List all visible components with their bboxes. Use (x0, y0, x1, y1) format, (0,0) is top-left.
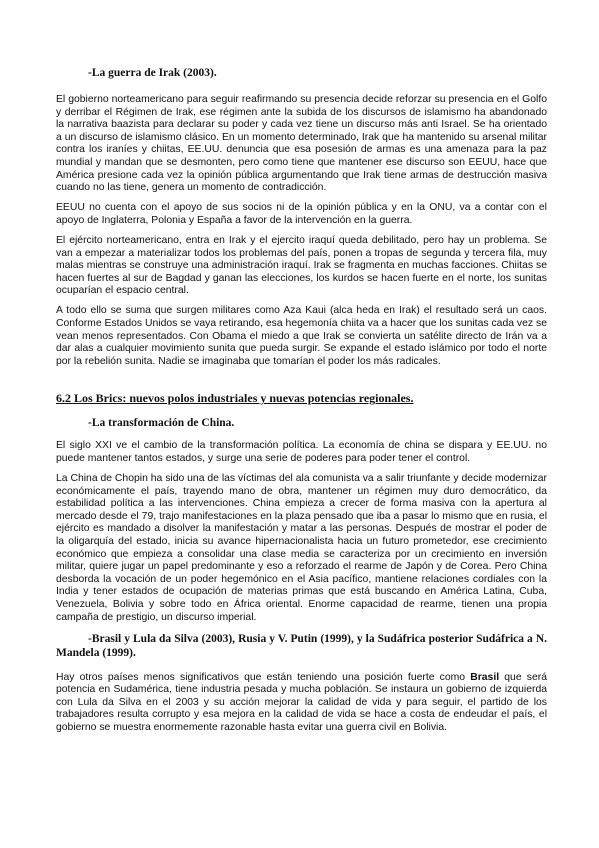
heading-brasil-rusia-sudafrica: -Brasil y Lula da Silva (2003), Rusia y V. Putin (1999), y la Sudáfrica posterior Sudáfrica a N. Mandela (1999). (56, 632, 547, 660)
iraq-paragraph-1: El gobierno norteamericano para seguir reafirmando su presencia decide reforzar su presencia en el Golfo y derribar el Régimen de Irak, ese régimen ante la subida de los discursos de islamismo ha abandonado la narrativa baazista para declarar su poder y cada vez tiene un discurso más anti Israel. Se ha orientado a un discurso de islamismo clásico. En un momento determinado, Irak que ha mantenido su arsenal militar contra los iraníes y chiitas, EE.UU. denuncia que esa posesión de armas es una amenaza para la paz mundial y mandan que se desmonten, pero como tiene que mantener ese discurso son EEUU, hace que América presione cada vez la opinión pública argumentando que Irak tiene armas de destrucción masiva cuando no las tiene, genera un momento de contradicción. (56, 94, 547, 194)
china-paragraph-1: El siglo XXI ve el cambio de la transformación política. La economía de china se dispara y EE.UU. no puede mantener tantos estados, y surge una serie de poderes para poder tener el control. (56, 440, 547, 464)
brasil-text-end: que será potencia en Sudamérica, tiene industria pesada y mucha población. Se instaura un gobierno de izquierda con Lula da Silva en el 2003 y su acción mejorar la calidad de vida y para seguir, el partido de los trabajadores resulta corrupto y esa mejora en la calidad de vida se hace a costa de endeudar el país, el gobierno se muestra enormemente razonable hasta evitar una guerra civil en Bolivia. (56, 671, 547, 734)
iraq-paragraph-4: A todo ello se suma que surgen militares como Aza Kaui (alca heda en Irak) el resultado será un caos. Conforme Estados Unidos se vaya retirando, esa hegemonía chiita va a hacer que los sunitas cada vez se vean menos representados. Con Obama el miedo a que Irak se convierta un satélite directo de Irán va a dar alas a cualquier movimiento sunita que pueda surgir. Se expande el estado islámico por todo el norte por la rebelión sunita. Nadie se imaginaba que tomarían el poder los más radicales. (56, 305, 547, 367)
heading-china: -La transformación de China. (88, 417, 235, 430)
brasil-paragraph (56, 672, 547, 735)
iraq-paragraph-2: EEUU no cuenta con el apoyo de sus socios ni de la opinión pública y en la ONU, va a contar con el apoyo de Inglaterra, Polonia y España a favor de la intervención en la guerra. (56, 202, 547, 226)
brasil-text-start: Hay otros países menos significativos que están teniendo una posición fuerte como (56, 671, 471, 683)
china-paragraph-2: La China de Chopin ha sido una de las víctimas del ala comunista va a salir triunfante y decide modernizar económicamente el país, trayendo mano de obra, mantener un régimen muy duro democrático, da estabilidad política a las intervenciones. China empieza a crecer de forma masiva con la apertura al mercado desde el 79, trajo manifestaciones en la plaza pensado que iba a pasar lo mismo que en rusia, el ejército es mandado a disolver la manifestación y matar a las personas. Después de mostrar el poder de la oligarquía del estado, inicia su avance hipernacionalista hacia un futuro prometedor, ese crecimiento económico que empieza a consolidar una clase media se caracteriza por un crecimiento en inversión militar, quiere jugar un papel predominante y eso a reforzado el rearme de Japón y de Corea. Pero China desborda la vocación de un poder hegemónico en el Asia pacífico, mantiene relaciones cordiales con la India y tener estados de ocupación de materias primas que está buscando en América Latina, Cuba, Venezuela, Bolivia y sobre todo en África oriental. Enorme capacidad de rearme, tienen una propia campaña de prestigio, un discurso imperial. (56, 473, 547, 623)
brasil-bold: Brasil (470, 671, 500, 683)
section-heading-brics: 6.2 Los Brics: nuevos polos industriales y nuevas potencias regionales. (56, 391, 414, 406)
heading-iraq-war: -La guerra de Irak (2003). (88, 67, 217, 79)
iraq-paragraph-3: El ejército norteamericano, entra en Irak y el ejercito iraquí queda debilitado, pero hay un problema. Se van a empezar a materializar todos los problemas del país, ponen a tropas de segunda y tercera fila, muy malas mientras se construye una administración iraquí. Irak se fragmenta en muchas facciones. Chiitas se hacen fuertes al sur de Bagdad y ganan las elecciones, los kurdos se hacen fuerte en el norte, los sunitas ocuparían el espacio central. (56, 234, 547, 297)
